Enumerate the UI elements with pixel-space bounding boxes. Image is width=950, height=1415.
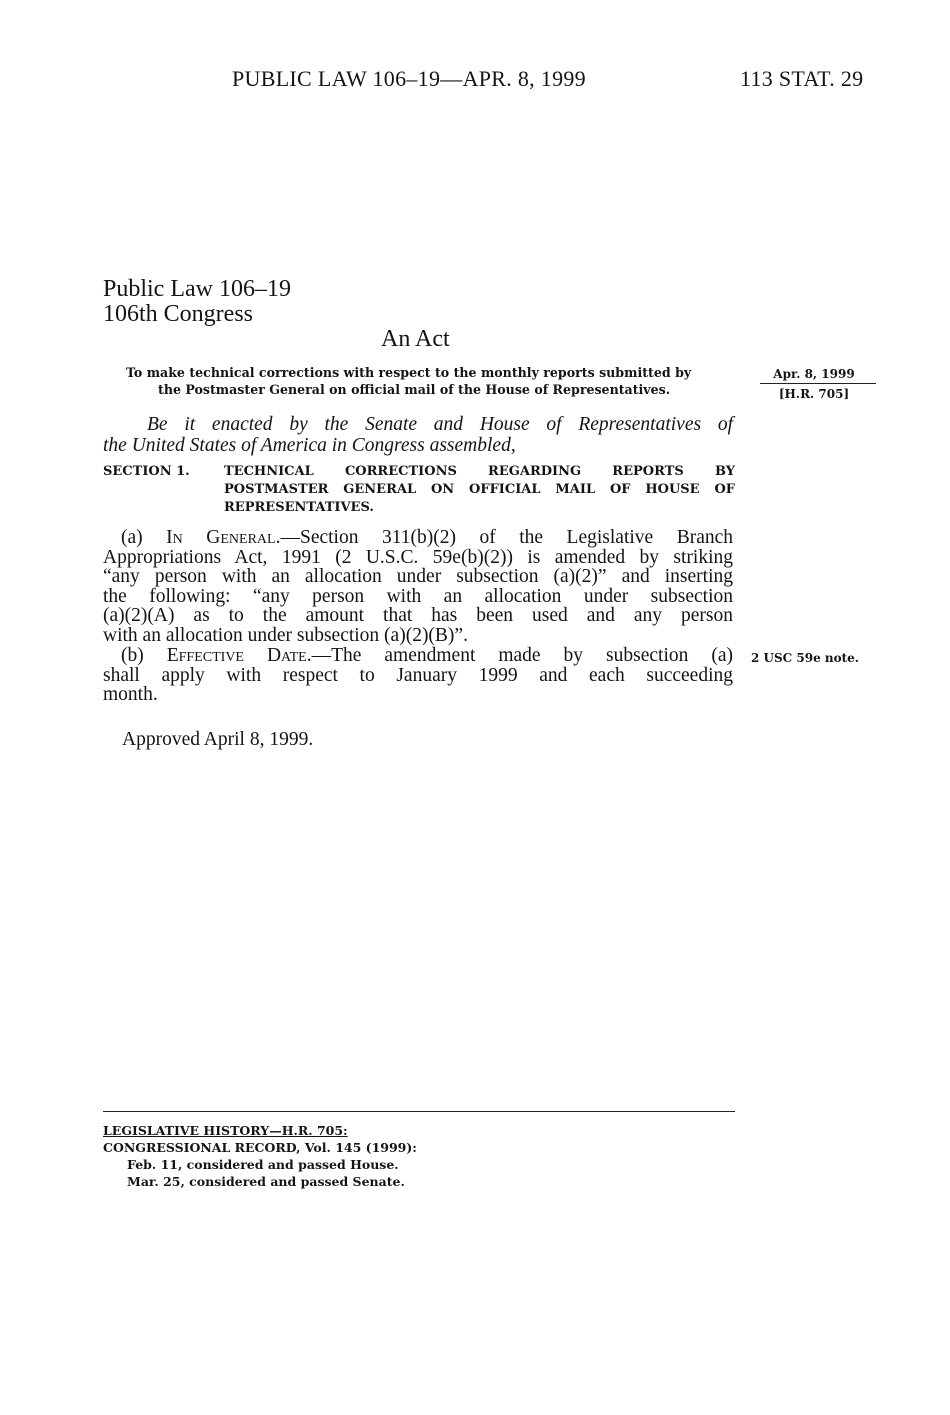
paragraph-line: with an allocation under subsection (a)(2)(B)”. bbox=[103, 624, 468, 646]
subsection-a bbox=[103, 528, 733, 646]
running-head-left: PUBLIC LAW 106–19—APR. 8, 1999 bbox=[232, 66, 586, 91]
legislative-history bbox=[103, 1122, 417, 1190]
enacting-line: the United States of America in Congress assembled, bbox=[103, 435, 516, 456]
margin-citation-note: 2 USC 59e note. bbox=[751, 651, 859, 665]
subsection-heading: In General bbox=[166, 527, 276, 548]
section-heading bbox=[103, 463, 735, 517]
enacting-line: Be it enacted by the Senate and House of Representatives of bbox=[147, 414, 733, 435]
paragraph-line: the following: “any person with an allocation under subsection bbox=[103, 585, 733, 607]
subsection-heading: Effective Date bbox=[166, 645, 307, 666]
paragraph-line: (a) In General.—Section 311(b)(2) of the Legislative Branch bbox=[121, 527, 734, 548]
paragraph-line: “any person with an allocation under subsection (a)(2)” and inserting bbox=[103, 566, 733, 588]
congress-label: 106th Congress bbox=[103, 301, 253, 327]
paragraph-line: (a)(2)(A) as to the amount that has been used and any person bbox=[103, 605, 733, 627]
paragraph-line: month. bbox=[103, 684, 158, 706]
footnote-rule bbox=[103, 1111, 735, 1112]
history-entry: Feb. 11, considered and passed House. bbox=[127, 1157, 399, 1172]
history-entry: Mar. 25, considered and passed Senate. bbox=[127, 1174, 405, 1189]
subsection-marker: (a) bbox=[121, 527, 143, 548]
act-heading: An Act bbox=[381, 326, 450, 352]
subsection-marker: (b) bbox=[121, 645, 144, 666]
congressional-record: CONGRESSIONAL RECORD, Vol. 145 (1999): bbox=[103, 1140, 417, 1155]
section-title: TECHNICAL CORRECTIONS REGARDING REPORTS BY POSTMASTER GENERAL ON OFFICIAL MAIL OF HOUSE OF REPRESENTATIVES. bbox=[224, 464, 735, 515]
history-heading: LEGISLATIVE HISTORY—H.R. 705: bbox=[103, 1123, 348, 1138]
running-head-page: 113 STAT. 29 bbox=[740, 66, 864, 91]
enacting-clause bbox=[103, 414, 733, 456]
paragraph-line: Appropriations Act, 1991 (2 U.S.C. 59e(b)(2)) is amended by striking bbox=[103, 546, 733, 568]
public-law-number: Public Law 106–19 bbox=[103, 276, 291, 302]
margin-date: Apr. 8, 1999 bbox=[773, 367, 855, 381]
purpose-line: the Postmaster General on official mail of the House of Representatives. bbox=[158, 382, 671, 397]
paragraph-line: (b) Effective Date.—The amendment made by subsection (a) bbox=[121, 645, 733, 666]
subsection-b bbox=[103, 646, 733, 705]
purpose-line: To make technical corrections with respect to the monthly reports submitted by bbox=[126, 365, 692, 380]
approval-date: Approved April 8, 1999. bbox=[122, 729, 314, 750]
margin-divider bbox=[760, 383, 876, 384]
paragraph-line: shall apply with respect to January 1999 and each succeeding bbox=[103, 664, 733, 686]
margin-bill-number: [H.R. 705] bbox=[778, 387, 850, 401]
section-label: SECTION 1. bbox=[103, 464, 190, 479]
act-purpose bbox=[126, 364, 706, 398]
